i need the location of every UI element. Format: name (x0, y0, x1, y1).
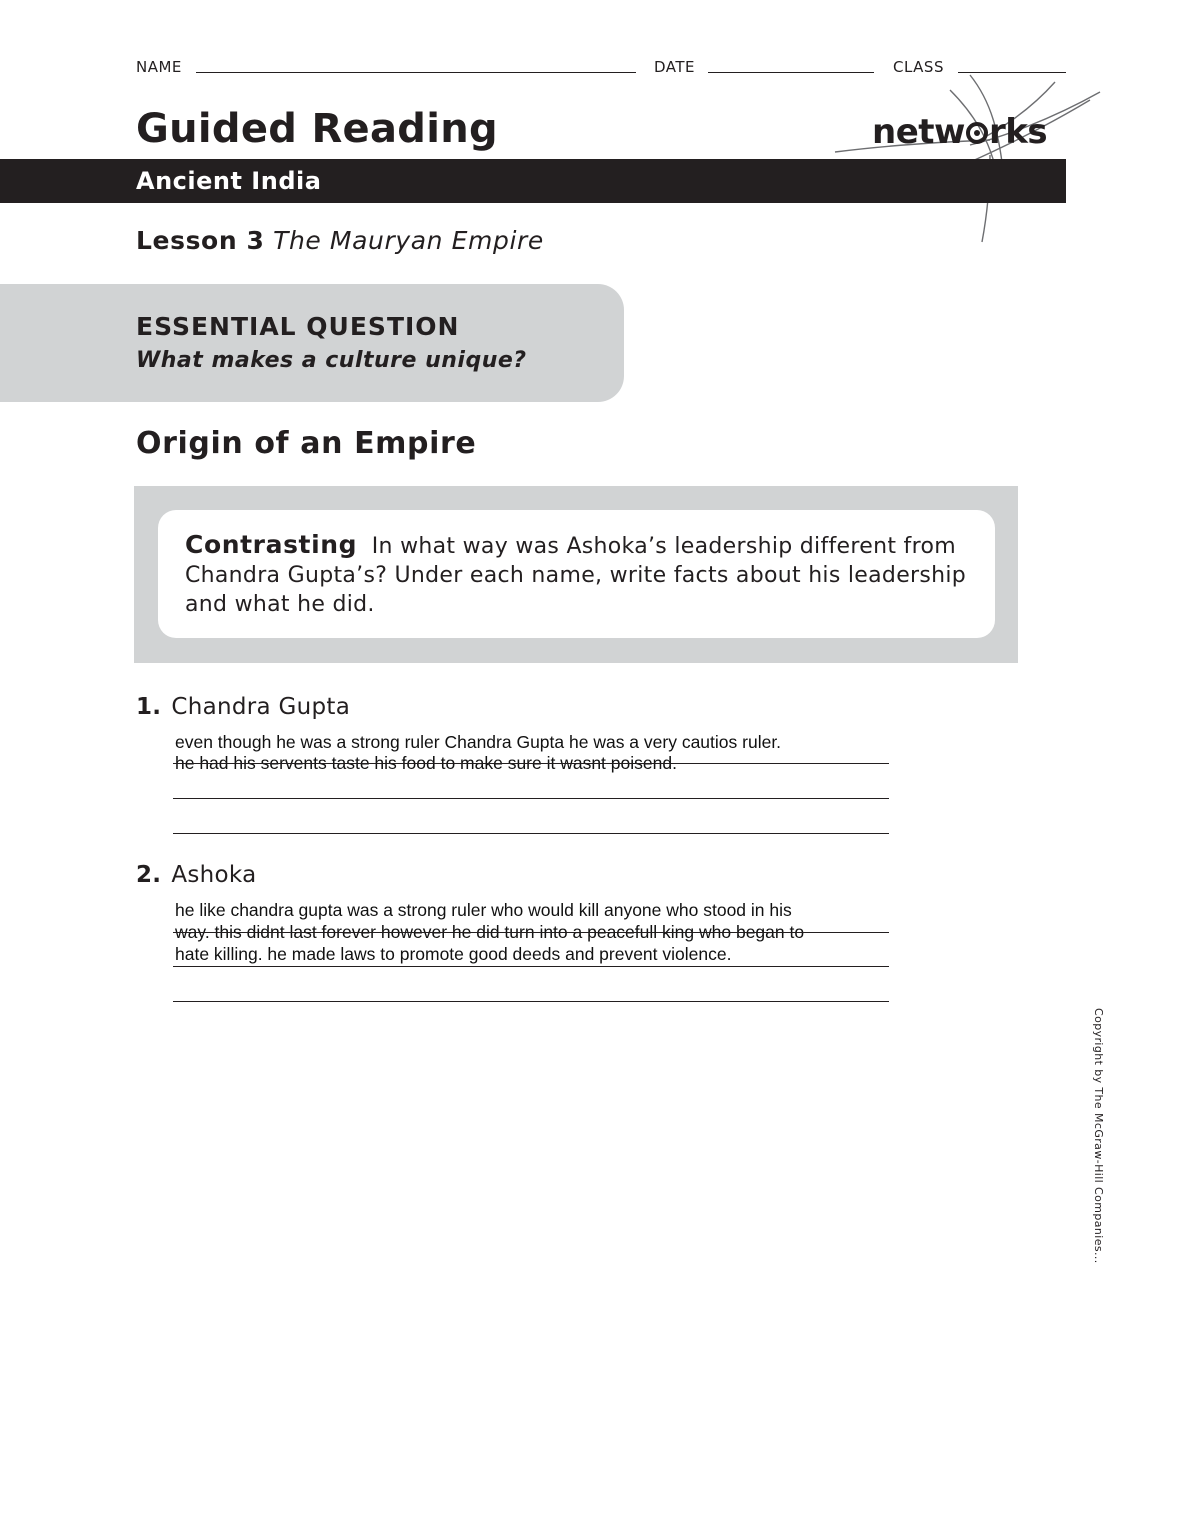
answer-rule (173, 932, 889, 933)
lesson-name: The Mauryan Empire (273, 226, 544, 255)
brand-text-end: rks (988, 112, 1048, 152)
question-2-label (136, 862, 257, 888)
prompt-text (185, 530, 975, 619)
answer-rule (173, 966, 889, 967)
prompt-instructions: In what way was Ashoka’s leadership different from Chandra Gupta’s? Under each name, write facts about his leadership and what he did. (185, 534, 967, 617)
question-number: 1. (136, 694, 162, 720)
question-1-label (136, 694, 350, 720)
lesson-title (136, 226, 544, 255)
class-label: CLASS (893, 58, 944, 76)
chapter-title: Ancient India (136, 167, 322, 195)
name-label: NAME (136, 58, 182, 76)
target-icon (966, 122, 988, 144)
answer-rule (173, 1001, 889, 1002)
essential-question-box (0, 284, 624, 402)
networks-logo (872, 112, 1047, 152)
date-label: DATE (654, 58, 696, 76)
question-name: Ashoka (171, 862, 257, 888)
brand-text-start: netw (872, 112, 965, 152)
answer-2-line-3[interactable]: hate killing. he made laws to promote good deeds and prevent violence. (175, 944, 732, 964)
answer-2-line-2[interactable]: way. this didnt last forever however he did turn into a peacefull king who began to (175, 922, 805, 942)
answer-1-line-1[interactable]: even though he was a strong ruler Chandra Gupta he was a very cautios ruler. (175, 732, 782, 752)
essential-question-heading: ESSENTIAL QUESTION (136, 312, 460, 341)
essential-question-text: What makes a culture unique? (136, 348, 527, 373)
section-heading: Origin of an Empire (136, 426, 477, 461)
question-name: Chandra Gupta (171, 694, 351, 720)
name-field[interactable] (196, 72, 636, 73)
lesson-label: Lesson 3 (136, 226, 265, 255)
answer-rule (173, 798, 889, 799)
page-title: Guided Reading (136, 106, 498, 152)
answer-2-line-1[interactable]: he like chandra gupta was a strong ruler who would kill anyone who stood in his (175, 900, 792, 920)
answer-rule (173, 763, 889, 764)
question-number: 2. (136, 862, 162, 888)
prompt-skill: Contrasting (185, 530, 358, 559)
answer-rule (173, 833, 889, 834)
answer-1-line-2[interactable]: he had his servents taste his food to make sure it wasnt poisend. (175, 753, 677, 773)
copyright-notice: Copyright by The McGraw-Hill Companies... (1092, 1008, 1105, 1264)
